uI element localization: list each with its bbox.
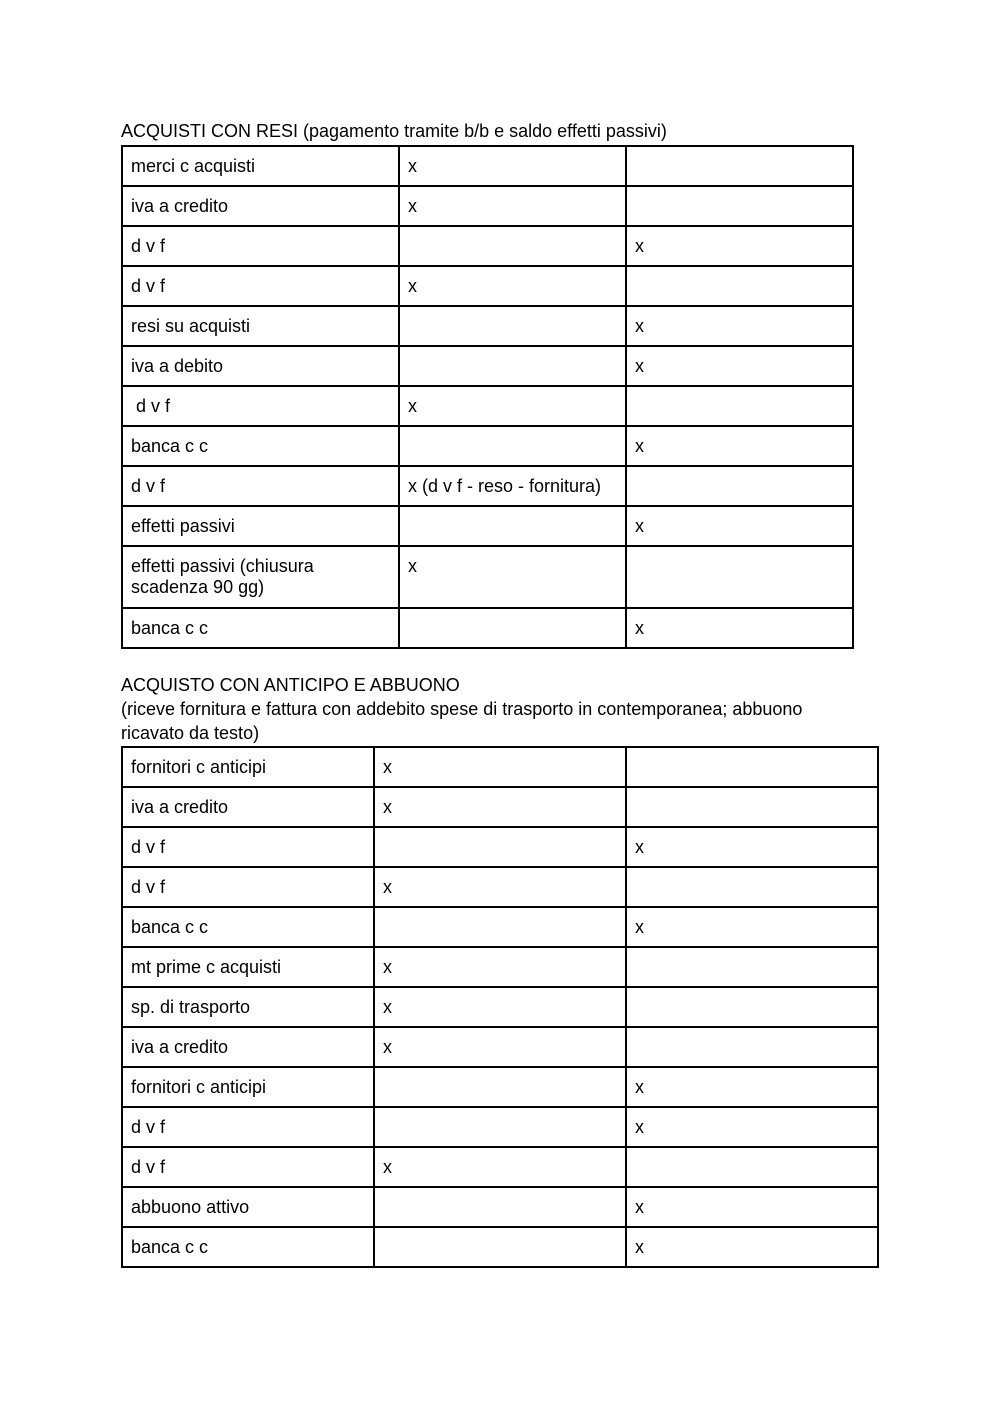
- table-row: [122, 787, 878, 827]
- table-row: [122, 426, 853, 466]
- debit-cell: [374, 1187, 626, 1227]
- table-row: [122, 1107, 878, 1147]
- debit-cell: x: [374, 1027, 626, 1067]
- credit-cell: [626, 747, 878, 787]
- credit-cell: x: [626, 506, 853, 546]
- table-row: [122, 827, 878, 867]
- account-cell: merci c acquisti: [122, 146, 399, 186]
- table-row: [122, 346, 853, 386]
- credit-cell: [626, 266, 853, 306]
- debit-cell: [399, 226, 626, 266]
- account-cell: abbuono attivo: [122, 1187, 374, 1227]
- debit-cell: [399, 346, 626, 386]
- credit-cell: [626, 1147, 878, 1187]
- credit-cell: x: [626, 1227, 878, 1267]
- table-row: [122, 386, 853, 426]
- table-row: [122, 1187, 878, 1227]
- account-cell: banca c c: [122, 907, 374, 947]
- account-cell: d v f: [122, 466, 399, 506]
- account-cell: banca c c: [122, 608, 399, 648]
- debit-cell: x: [374, 787, 626, 827]
- credit-cell: [626, 386, 853, 426]
- credit-cell: [626, 987, 878, 1027]
- account-cell: d v f: [122, 386, 399, 426]
- table-row: [122, 306, 853, 346]
- account-cell: sp. di trasporto: [122, 987, 374, 1027]
- table-row: [122, 1067, 878, 1107]
- credit-cell: x: [626, 608, 853, 648]
- credit-cell: [626, 787, 878, 827]
- debit-cell: x: [374, 1147, 626, 1187]
- table-row: [122, 466, 853, 506]
- table-row: [122, 226, 853, 266]
- account-cell: d v f: [122, 266, 399, 306]
- account-cell: d v f: [122, 1107, 374, 1147]
- table-row: [122, 747, 878, 787]
- debit-cell: x: [399, 186, 626, 226]
- account-cell: d v f: [122, 827, 374, 867]
- debit-cell: [374, 1227, 626, 1267]
- credit-cell: [626, 947, 878, 987]
- table-row: [122, 947, 878, 987]
- debit-cell: x: [399, 266, 626, 306]
- credit-cell: x: [626, 1067, 878, 1107]
- credit-cell: [626, 1027, 878, 1067]
- table-row: [122, 1227, 878, 1267]
- account-cell: d v f: [122, 226, 399, 266]
- account-cell: effetti passivi (chiusura scadenza 90 gg): [122, 546, 399, 608]
- account-cell: iva a debito: [122, 346, 399, 386]
- table-row: [122, 907, 878, 947]
- table-row: [122, 546, 853, 608]
- account-cell: fornitori c anticipi: [122, 1067, 374, 1107]
- table-row: [122, 987, 878, 1027]
- credit-cell: x: [626, 346, 853, 386]
- table-row: [122, 1027, 878, 1067]
- credit-cell: [626, 146, 853, 186]
- debit-cell: [374, 907, 626, 947]
- section2-subtitle: (riceve fornitura e fattura con addebito spese di trasporto in contemporanea; abbuono ricavato da testo): [121, 699, 803, 743]
- debit-cell: x: [374, 867, 626, 907]
- account-cell: resi su acquisti: [122, 306, 399, 346]
- credit-cell: x: [626, 907, 878, 947]
- account-cell: d v f: [122, 867, 374, 907]
- table-row: [122, 1147, 878, 1187]
- account-cell: iva a credito: [122, 1027, 374, 1067]
- credit-cell: [626, 546, 853, 608]
- debit-cell: [374, 1067, 626, 1107]
- account-cell: fornitori c anticipi: [122, 747, 374, 787]
- debit-cell: [399, 608, 626, 648]
- debit-cell: x: [374, 987, 626, 1027]
- section1-title: ACQUISTI CON RESI (pagamento tramite b/b e saldo effetti passivi): [121, 121, 667, 141]
- debit-cell: [374, 1107, 626, 1147]
- debit-cell: x (d v f - reso - fornitura): [399, 466, 626, 506]
- account-cell: d v f: [122, 1147, 374, 1187]
- table-row: [122, 608, 853, 648]
- table-row: [122, 146, 853, 186]
- section2-title: ACQUISTO CON ANTICIPO E ABBUONO: [121, 675, 460, 695]
- debit-cell: x: [399, 386, 626, 426]
- debit-cell: [399, 506, 626, 546]
- credit-cell: x: [626, 306, 853, 346]
- account-cell: effetti passivi: [122, 506, 399, 546]
- credit-cell: x: [626, 426, 853, 466]
- debit-cell: x: [399, 146, 626, 186]
- account-cell: mt prime c acquisti: [122, 947, 374, 987]
- table-row: [122, 867, 878, 907]
- debit-cell: [399, 426, 626, 466]
- table-row: [122, 506, 853, 546]
- table-row: [122, 266, 853, 306]
- credit-cell: x: [626, 1187, 878, 1227]
- debit-cell: x: [374, 947, 626, 987]
- debit-cell: [374, 827, 626, 867]
- table-row: [122, 186, 853, 226]
- account-cell: iva a credito: [122, 186, 399, 226]
- advance-discount-journal-table: [121, 746, 879, 1268]
- credit-cell: x: [626, 827, 878, 867]
- credit-cell: [626, 186, 853, 226]
- credit-cell: [626, 466, 853, 506]
- credit-cell: x: [626, 226, 853, 266]
- account-cell: banca c c: [122, 426, 399, 466]
- debit-cell: x: [399, 546, 626, 608]
- debit-cell: [399, 306, 626, 346]
- account-cell: banca c c: [122, 1227, 374, 1267]
- returns-purchase-journal-table: [121, 145, 854, 649]
- credit-cell: x: [626, 1107, 878, 1147]
- debit-cell: x: [374, 747, 626, 787]
- account-cell: iva a credito: [122, 787, 374, 827]
- credit-cell: [626, 867, 878, 907]
